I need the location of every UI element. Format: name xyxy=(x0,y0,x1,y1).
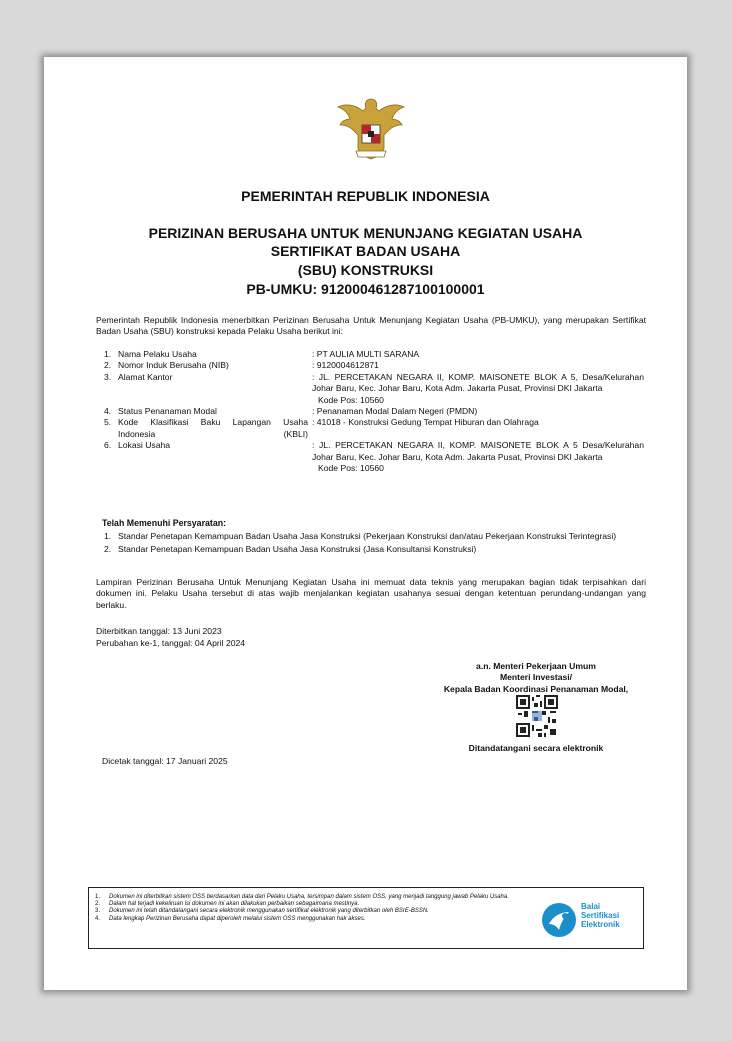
signatory-line-3: Kepala Badan Koordinasi Penanaman Modal, xyxy=(443,683,629,694)
printed-date: Dicetak tanggal: 17 Januari 2025 xyxy=(102,756,228,766)
requirements-title: Telah Memenuhi Persyaratan: xyxy=(102,518,227,528)
field-row xyxy=(104,417,644,440)
field-value: : 41018 - Konstruksi Gedung Tempat Hiburan dan Olahraga xyxy=(312,417,539,428)
signature-block xyxy=(416,661,656,695)
list-text: Data lengkap Perizinan Berusaha dapat diperoleh melalui sistem OSS menggunakan hak akses. xyxy=(109,915,366,922)
field-row xyxy=(104,360,644,371)
signed-electronically: Ditandatangani secara elektronik xyxy=(468,743,604,753)
field-row xyxy=(104,372,644,406)
business-details-table xyxy=(104,349,644,474)
field-row xyxy=(104,440,644,474)
field-row xyxy=(104,349,644,360)
closing-paragraph: Lampiran Perizinan Berusaha Untuk Menunjang Kegiatan Usaha ini memuat data teknis yang merupakan bagian tidak terpisahkan dari dokumen ini. Pelaku Usaha tersebut di atas wajib menjalankan kegiatan usahanya sesuai dengan ketentuan perundang-undangan yang berlaku. xyxy=(96,577,646,610)
list-item xyxy=(95,908,525,915)
bsre-logo-icon xyxy=(541,902,577,938)
pb-umku-number: PB-UMKU: 912000461287100100001 xyxy=(246,281,485,297)
list-number: 4. xyxy=(95,915,101,922)
field-row xyxy=(104,406,644,417)
list-text: Dokumen ini diterbitkan sistem OSS berdasarkan data dari Pelaku Usaha, tersimpan dalam sistem OSS, yang menjadi tanggung jawab Pelaku Usaha. xyxy=(109,894,509,900)
list-text: Dalam hal terjadi kekeliruan isi dokumen ini akan dilakukan perbaikan sebagaimana mestinya. xyxy=(109,901,360,908)
intro-paragraph: Pemerintah Republik Indonesia menerbitkan Perizinan Berusaha Untuk Menunjang Kegiatan Usaha (PB-UMKU), yang merupakan Sertifikat Badan Usaha (SBU) konstruksi kepada Pelaku Usaha berikut ini: xyxy=(96,315,646,337)
list-number: 2. xyxy=(104,544,112,555)
field-value: : Penanaman Modal Dalam Negeri (PMDN) xyxy=(312,406,478,417)
field-value: : 9120004612871 xyxy=(312,360,379,371)
list-number: 1. xyxy=(95,894,101,900)
list-item xyxy=(95,901,525,908)
certificate-title: SERTIFIKAT BADAN USAHA xyxy=(270,243,461,259)
field-label: Lokasi Usaha xyxy=(118,440,171,451)
amended-date: Perubahan ke-1, tanggal: 04 April 2024 xyxy=(96,637,246,648)
list-item xyxy=(95,894,525,901)
list-number: 2. xyxy=(95,901,101,908)
signatory-line-1: a.n. Menteri Pekerjaan Umum xyxy=(476,661,596,671)
bsre-line-1: Balai xyxy=(581,902,601,911)
list-text: Standar Penetapan Kemampuan Badan Usaha Jasa Konstruksi (Jasa Konsultansi Konstruksi) xyxy=(118,544,477,555)
permit-title: PERIZINAN BERUSAHA UNTUK MENUNJANG KEGIATAN USAHA xyxy=(148,225,583,241)
bsre-line-3: Elektronik xyxy=(581,920,620,929)
footer-notes xyxy=(95,894,525,923)
field-label: Alamat Kantor xyxy=(118,371,173,382)
list-number: 1. xyxy=(104,531,112,541)
field-number: 4. xyxy=(104,406,112,417)
list-text: Dokumen ini telah ditandatangani secara elektronik menggunakan sertifikat elektronik yang diterbitkan oleh BSrE-BSSN. xyxy=(109,908,429,915)
signatory-line-2: Menteri Investasi/ xyxy=(499,672,573,683)
field-number: 3. xyxy=(104,371,112,382)
postal-code: Kode Pos: 10560 xyxy=(318,394,384,405)
bsre-logo xyxy=(541,900,641,940)
field-number: 6. xyxy=(104,440,112,451)
issued-date: Diterbitkan tanggal: 13 Juni 2023 xyxy=(96,626,222,636)
list-item xyxy=(104,544,644,555)
government-title: PEMERINTAH REPUBLIK INDONESIA xyxy=(241,188,490,204)
field-label: Nama Pelaku Usaha xyxy=(118,349,197,359)
certificate-page xyxy=(44,57,687,990)
list-text: Standar Penetapan Kemampuan Badan Usaha Jasa Konstruksi (Pekerjaan Konstruksi dan/atau Pekerjaan Konstruksi Terintegrasi) xyxy=(118,531,617,541)
qr-code-icon xyxy=(516,695,558,737)
issue-dates xyxy=(96,626,245,649)
field-number: 1. xyxy=(104,349,112,359)
bsre-line-2: Sertifikasi xyxy=(581,911,620,920)
certificate-type: (SBU) KONSTRUKSI xyxy=(297,262,434,278)
field-label: Status Penanaman Modal xyxy=(118,406,217,417)
field-number: 5. xyxy=(104,417,112,428)
field-value: : PT AULIA MULTI SARANA xyxy=(312,349,420,359)
footer-notes-box xyxy=(88,887,644,949)
field-number: 2. xyxy=(104,360,112,371)
list-number: 3. xyxy=(95,908,101,915)
requirements-list xyxy=(104,531,644,558)
list-item xyxy=(95,916,525,923)
field-value: : JL. PERCETAKAN NEGARA II, KOMP. MAISONETE BLOK A 5, Desa/Kelurahan Johar Baru, Kec. Johar Baru, Kota Adm. Jakarta Pusat, Provinsi DKI Jakarta xyxy=(312,371,644,394)
field-label: Nomor Induk Berusaha (NIB) xyxy=(118,360,229,371)
list-item xyxy=(104,531,644,542)
field-value: : JL. PERCETAKAN NEGARA II, KOMP. MAISONETE BLOK A 5 Desa/Kelurahan Johar Baru, Kec. Johar Baru, Kota Adm. Jakarta Pusat, Provinsi DKI Jakarta xyxy=(312,440,644,462)
postal-code: Kode Pos: 10560 xyxy=(318,463,384,474)
garuda-emblem-icon xyxy=(336,95,406,163)
field-label: Kode Klasifikasi Baku Lapangan Usaha Indonesia (KBLI) xyxy=(118,417,308,439)
